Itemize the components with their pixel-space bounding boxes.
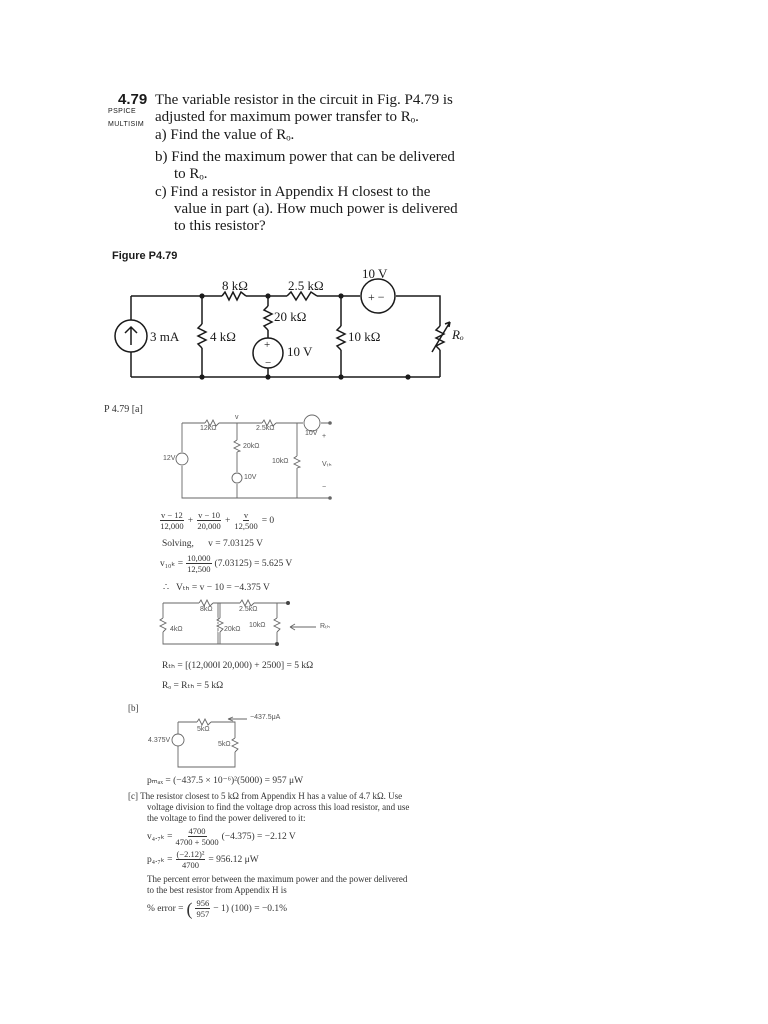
part-c-question-line3: to this resistor?	[174, 218, 266, 234]
error-text-line2: to the best resistor from Appendix H is	[147, 885, 287, 895]
problem-stem-line2: adjusted for maximum power transfer to Rₒ.	[155, 109, 419, 125]
node-eq-t2-num: v − 10	[198, 510, 220, 520]
label-ro: Rₒ	[452, 327, 464, 342]
v47k-lhs: v₄.₇ₖ =	[147, 832, 173, 842]
sol-rth-label-20k: 20kΩ	[224, 626, 241, 633]
sol-a-label-2-5k: 2.5kΩ	[256, 425, 275, 432]
pmax-equation: pₘₐₓ = (−437.5 × 10⁻⁶)²(5000) = 957 μW	[147, 776, 304, 786]
sol-b-label-5k-load: 5kΩ	[218, 741, 231, 748]
solution-header-a: P 4.79 [a]	[104, 404, 143, 415]
problem-stem-line1: The variable resistor in the circuit in Fig. P4.79 is	[155, 92, 453, 108]
node-eq-rhs: = 0	[261, 515, 275, 526]
v10k-rhs: (7.03125) = 5.625 V	[214, 558, 293, 569]
node-eq-t2-den: 20,000	[197, 521, 221, 531]
error-den: 957	[196, 909, 210, 919]
v47k-den: 4700 + 5000	[175, 837, 219, 847]
sol-a-label-v: v	[235, 414, 239, 421]
sol-rth-label-10k: 10kΩ	[249, 622, 266, 629]
label-10v-mid: 10 V	[287, 344, 313, 359]
svg-text:−: −	[265, 357, 272, 369]
label-4k: 4 kΩ	[210, 329, 236, 344]
label-2-5k: 2.5 kΩ	[288, 278, 324, 293]
svg-text:+: +	[264, 339, 271, 351]
sol-rth-label-4k: 4kΩ	[170, 626, 183, 633]
part-c-question-line1: c) Find a resistor in Appendix H closest to the	[155, 184, 431, 200]
node-eq-t1-den: 12,000	[160, 521, 184, 531]
part-c-question-line2: value in part (a). How much power is delivered	[174, 201, 458, 217]
v47k-rhs: (−4.375) = −2.12 V	[221, 831, 296, 842]
sol-a-label-vth: Vₜₕ	[322, 461, 332, 468]
label-10k: 10 kΩ	[348, 329, 381, 344]
tool-label-multisim: MULTISIM	[108, 121, 145, 128]
part-b-question-line1: b) Find the maximum power that can be delivered	[155, 149, 455, 165]
error-text-line1: The percent error between the maximum power and the power delivered	[147, 874, 408, 884]
error-equation: % error = ( $\frac{956}{957}$ − 1) (100) = −0.1%	[147, 898, 288, 919]
node-eq-t3-num: v	[243, 510, 249, 520]
svg-text:+ −: + −	[368, 290, 385, 304]
p47k-rhs: = 956.12 μW	[208, 854, 259, 865]
ro-equation: Rₒ = Rₜₕ = 5 kΩ	[162, 681, 224, 691]
sol-a-label-10v-top: 10V	[305, 430, 318, 437]
sol-b-label-vsrc: 4.375V	[148, 737, 171, 744]
rth-equation: Rₜₕ = [(12,000‖ 20,000) + 2500] = 5 kΩ	[162, 661, 314, 671]
label-8k: 8 kΩ	[222, 278, 248, 293]
sol-a-label-12k: 12kΩ	[200, 425, 217, 432]
p47k-num: (−2.12)²	[176, 849, 205, 859]
part-c-text-line2: voltage division to find the voltage drop across this load resistor, and use	[147, 802, 410, 812]
error-rhs: − 1) (100) = −0.1%	[213, 903, 288, 914]
sol-rth-label-rth: Rₜₕ	[320, 623, 330, 630]
label-3ma: 3 mA	[150, 329, 180, 344]
sol-a-label-20k: 20kΩ	[243, 443, 260, 450]
sol-rth-label-8k: 8kΩ	[200, 606, 213, 613]
sol-a-label-12v: 12V	[163, 455, 176, 462]
part-a-question: a) Find the value of Rₒ.	[155, 127, 295, 143]
node-equation: $\frac{v - 12}{12,000}$ + $\frac{v - 10}{20,000}$ + $\frac{v}{12,500}$ = 0	[160, 510, 275, 531]
part-b-question-line2: to Rₒ.	[174, 166, 208, 182]
problem-number: 4.79	[118, 91, 148, 108]
p47k-den: 4700	[181, 860, 199, 870]
figure-caption: Figure P4.79	[112, 250, 178, 262]
sol-a-label-minus: −	[322, 484, 327, 491]
p47k-equation	[147, 849, 259, 870]
v47k-equation	[147, 826, 296, 847]
v10k-num: 10,000	[187, 553, 211, 563]
solution-header-b: [b]	[128, 703, 139, 713]
part-c-text-line1: [c] The resistor closest to 5 kΩ from Appendix H has a value of 4.7 kΩ. Use	[128, 791, 403, 801]
sol-rth-label-2-5k: 2.5kΩ	[239, 606, 258, 613]
node-eq-t3-den: 12,500	[234, 521, 258, 531]
label-10v-top: 10 V	[362, 266, 388, 281]
label-20k: 20 kΩ	[274, 309, 307, 324]
v10k-lhs: v₁₀ₖ =	[160, 559, 184, 569]
error-lhs: % error =	[147, 903, 184, 914]
tool-label-pspice: PSPICE	[108, 108, 137, 115]
sol-b-label-current: −437.5μA	[250, 714, 281, 721]
v10k-den: 12,500	[187, 564, 211, 574]
error-num: 956	[196, 898, 210, 908]
part-c-text-line3: the voltage to find the power delivered to it:	[147, 813, 306, 823]
p47k-lhs: p₄.₇ₖ =	[147, 855, 173, 865]
vth-equation: ∴ Vₜₕ = v − 10 = −4.375 V	[163, 583, 270, 593]
v47k-num: 4700	[188, 826, 206, 836]
solving-line: Solving, v = 7.03125 V	[162, 539, 263, 549]
sol-a-label-plus: +	[322, 433, 327, 440]
sol-a-label-10k: 10kΩ	[272, 458, 289, 465]
sol-a-label-10v-mid: 10V	[244, 474, 257, 481]
node-eq-t1-num: v − 12	[161, 510, 183, 520]
sol-b-label-5k-top: 5kΩ	[197, 726, 210, 733]
